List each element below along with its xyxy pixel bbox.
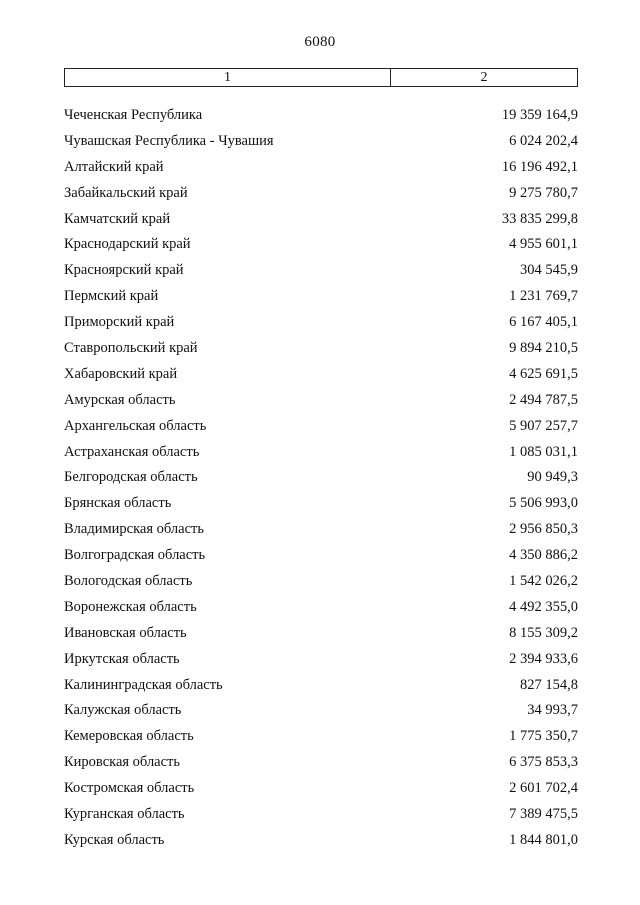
table-row [0, 414, 640, 440]
amount-value: 4 625 691,5 [509, 365, 578, 382]
amount-value: 6 167 405,1 [509, 314, 578, 331]
table-row [0, 465, 640, 491]
amount-value: 2 956 850,3 [509, 521, 578, 538]
table-row [0, 258, 640, 284]
amount-value: 2 394 933,6 [509, 650, 578, 667]
table-row [0, 517, 640, 543]
region-name: Воронежская область [64, 598, 197, 615]
amount-value: 19 359 164,9 [501, 107, 578, 123]
region-name: Брянская область [64, 495, 172, 512]
region-name: Кировская область [64, 754, 181, 771]
table-row [0, 232, 640, 258]
region-name: Архангельская область [64, 417, 207, 434]
table-row [0, 621, 640, 647]
region-name: Красноярский край [64, 262, 184, 279]
region-name: Забайкальский край [64, 184, 188, 201]
column-header-1: 1 [65, 69, 391, 86]
amount-value: 16 196 492,1 [501, 158, 578, 175]
table-row [0, 543, 640, 569]
table-row [0, 569, 640, 595]
amount-value: 1 775 350,7 [509, 728, 578, 745]
table-row [0, 595, 640, 621]
region-name: Пермский край [64, 288, 159, 305]
column-header-2: 2 [480, 69, 488, 85]
region-name: Краснодарский край [64, 236, 191, 253]
table-row [0, 750, 640, 776]
region-name: Волгоградская область [64, 547, 206, 564]
region-name: Чувашская Республика - Чувашия [64, 132, 274, 149]
table-row [0, 491, 640, 517]
region-name: Чеченская Республика [64, 107, 203, 123]
region-name: Кемеровская область [64, 728, 194, 745]
table-row [0, 828, 640, 854]
table-row [0, 336, 640, 362]
region-name: Курганская область [64, 806, 185, 823]
table-row [0, 181, 640, 207]
amount-value: 304 545,9 [520, 262, 578, 279]
amount-value: 4 350 886,2 [509, 547, 578, 564]
table-body [0, 103, 640, 854]
amount-value: 1 844 801,0 [509, 831, 578, 848]
amount-value: 827 154,8 [520, 676, 578, 693]
amount-value: 9 275 780,7 [509, 184, 578, 201]
table-row [0, 802, 640, 828]
amount-value: 34 993,7 [527, 702, 578, 719]
amount-value: 2 601 702,4 [509, 780, 578, 797]
table-row [0, 284, 640, 310]
region-name: Ивановская область [64, 624, 187, 641]
region-name: Калужская область [64, 702, 182, 719]
region-name: Камчатский край [64, 210, 171, 227]
amount-value: 4 492 355,0 [509, 598, 578, 615]
amount-value: 6 375 853,3 [509, 754, 578, 771]
amount-value: 8 155 309,2 [509, 624, 578, 641]
amount-value: 7 389 475,5 [509, 806, 578, 823]
amount-value: 33 835 299,8 [501, 210, 578, 227]
table-row [0, 129, 640, 155]
amount-value: 1 231 769,7 [509, 288, 578, 305]
table-row [0, 103, 640, 129]
amount-value: 90 949,3 [527, 469, 578, 486]
region-name: Курская область [64, 831, 165, 848]
region-name: Приморский край [64, 314, 175, 331]
table-row [0, 155, 640, 181]
region-name: Хабаровский край [64, 365, 178, 382]
amount-value: 1 085 031,1 [509, 443, 578, 460]
region-name: Калининградская область [64, 676, 223, 693]
region-name: Ставропольский край [64, 340, 198, 357]
amount-value: 1 542 026,2 [509, 573, 578, 590]
table-row [0, 776, 640, 802]
region-name: Владимирская область [64, 521, 204, 538]
table-row [0, 724, 640, 750]
region-name: Астраханская область [64, 443, 200, 460]
table-row [0, 698, 640, 724]
region-name: Костромская область [64, 780, 195, 797]
table-row [0, 440, 640, 466]
region-name: Белгородская область [64, 469, 198, 486]
amount-value: 6 024 202,4 [509, 132, 578, 149]
table-row [0, 647, 640, 673]
region-name: Алтайский край [64, 158, 164, 175]
amount-value: 4 955 601,1 [509, 236, 578, 253]
region-name: Иркутская область [64, 650, 180, 667]
table-row [0, 673, 640, 699]
page-number: 6080 [304, 34, 336, 50]
amount-value: 5 907 257,7 [509, 417, 578, 434]
amount-value: 5 506 993,0 [509, 495, 578, 512]
region-name: Вологодская область [64, 573, 193, 590]
table-row [0, 207, 640, 233]
amount-value: 9 894 210,5 [509, 340, 578, 357]
region-name: Амурская область [64, 391, 176, 408]
table-row [0, 362, 640, 388]
table-row [0, 388, 640, 414]
amount-value: 2 494 787,5 [509, 391, 578, 408]
table-row [0, 310, 640, 336]
table-column-header [64, 68, 578, 87]
